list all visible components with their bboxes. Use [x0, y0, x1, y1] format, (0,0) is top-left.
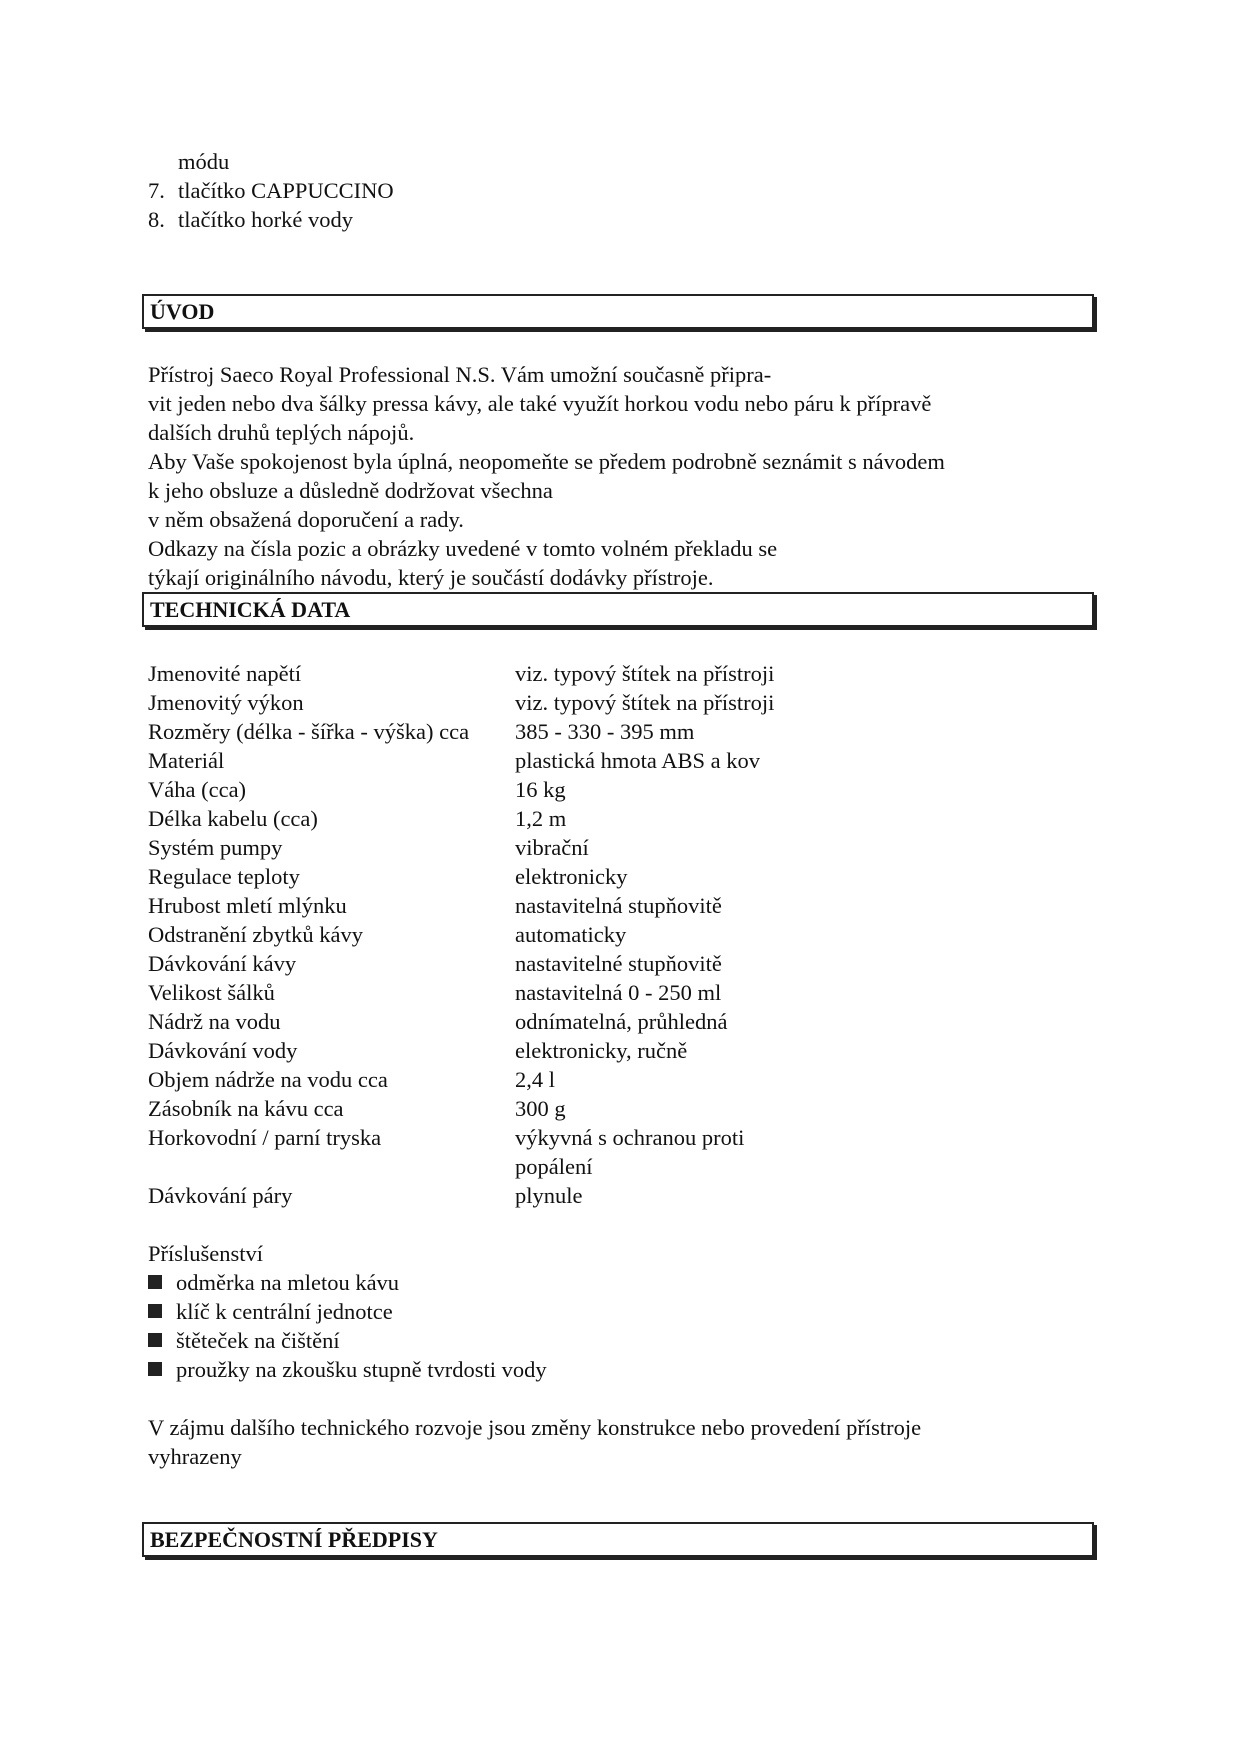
list-item: [148, 176, 394, 205]
spec-label: Jmenovité napětí: [148, 661, 302, 686]
spec-value: nastavitelné stupňovitě: [515, 951, 722, 976]
paragraph-line: vit jeden nebo dva šálky pressa kávy, ale také využít horkou vodu nebo páru k přípravě: [148, 391, 932, 416]
list-item: [148, 205, 353, 234]
paragraph-line: Aby Vaše spokojenost byla úplná, neopomeňte se předem podrobně seznámit s návodem: [148, 449, 945, 474]
paragraph-line: Přístroj Saeco Royal Professional N.S. Vám umožní současně připra-: [148, 362, 772, 387]
spec-value: 16 kg: [515, 777, 566, 802]
spec-value: výkyvná s ochranou proti: [515, 1125, 745, 1150]
spec-value: nastavitelná 0 - 250 ml: [515, 980, 722, 1005]
list-item-text: klíč k centrální jednotce: [176, 1299, 393, 1324]
list-item-text: tlačítko horké vody: [178, 207, 353, 232]
paragraph-line: týkají originálního návodu, který je součástí dodávky přístroje.: [148, 565, 714, 590]
spec-value-continuation: popálení: [515, 1154, 593, 1179]
square-bullet-icon: [148, 1275, 162, 1289]
spec-label: Rozměry (délka - šířka - výška) cca: [148, 719, 470, 744]
paragraph-line: dalších druhů teplých nápojů.: [148, 420, 415, 445]
square-bullet-icon: [148, 1362, 162, 1376]
spec-label: Materiál: [148, 748, 225, 773]
spec-label: Odstranění zbytků kávy: [148, 922, 363, 947]
list-item-number: 8.: [148, 207, 165, 232]
list-item: [148, 1326, 340, 1355]
spec-value: 300 g: [515, 1096, 566, 1121]
paragraph-line: vyhrazeny: [148, 1444, 242, 1469]
section-heading-bezpecnostni-predpisy: BEZPEČNOSTNÍ PŘEDPISY: [142, 1522, 1094, 1557]
spec-value: 385 - 330 - 395 mm: [515, 719, 695, 744]
spec-value: viz. typový štítek na přístroji: [515, 661, 775, 686]
spec-label: Délka kabelu (cca): [148, 806, 318, 831]
spec-label: Dávkování kávy: [148, 951, 297, 976]
spec-value: viz. typový štítek na přístroji: [515, 690, 775, 715]
spec-label: Dávkování páry: [148, 1183, 293, 1208]
paragraph-line: V zájmu dalšího technického rozvoje jsou změny konstrukce nebo provedení přístroje: [148, 1415, 922, 1440]
list-item-text: tlačítko CAPPUCCINO: [178, 178, 394, 203]
spec-label: Hrubost mletí mlýnku: [148, 893, 347, 918]
spec-value: elektronicky, ručně: [515, 1038, 688, 1063]
spec-label: Jmenovitý výkon: [148, 690, 304, 715]
list-item-text: odměrka na mletou kávu: [176, 1270, 400, 1295]
spec-label: Dávkování vody: [148, 1038, 298, 1063]
list-item-text: proužky na zkoušku stupně tvrdosti vody: [176, 1357, 547, 1382]
spec-value: plynule: [515, 1183, 583, 1208]
square-bullet-icon: [148, 1304, 162, 1318]
paragraph-line: Odkazy na čísla pozic a obrázky uvedené v tomto volném překladu se: [148, 536, 778, 561]
section-heading-uvod: ÚVOD: [142, 294, 1094, 329]
spec-label: Zásobník na kávu cca: [148, 1096, 344, 1121]
spec-label: Regulace teploty: [148, 864, 300, 889]
spec-value: plastická hmota ABS a kov: [515, 748, 760, 773]
paragraph-line: k jeho obsluze a důsledně dodržovat všechna: [148, 478, 553, 503]
list-item: [148, 1355, 547, 1384]
spec-value: elektronicky: [515, 864, 628, 889]
spec-label: Horkovodní / parní tryska: [148, 1125, 382, 1150]
spec-value: odnímatelná, průhledná: [515, 1009, 728, 1034]
spec-value: automaticky: [515, 922, 627, 947]
spec-value: vibrační: [515, 835, 589, 860]
square-bullet-icon: [148, 1333, 162, 1347]
section-heading-technicka-data: TECHNICKÁ DATA: [142, 592, 1094, 627]
spec-value: 1,2 m: [515, 806, 567, 831]
spec-label: Systém pumpy: [148, 835, 283, 860]
accessories-title: Příslušenství: [148, 1241, 264, 1266]
list-item-number: 7.: [148, 178, 165, 203]
spec-label: Nádrž na vodu: [148, 1009, 281, 1034]
spec-label: Velikost šálků: [148, 980, 275, 1005]
paragraph-line: v něm obsažená doporučení a rady.: [148, 507, 464, 532]
list-item: [148, 1297, 393, 1326]
spec-label: Váha (cca): [148, 777, 247, 802]
spec-value: 2,4 l: [515, 1067, 556, 1092]
spec-value: nastavitelná stupňovitě: [515, 893, 722, 918]
list-item-text: štěteček na čištění: [176, 1328, 340, 1353]
spec-label: Objem nádrže na vodu cca: [148, 1067, 388, 1092]
list-continuation: módu: [178, 149, 230, 174]
list-item: [148, 1268, 399, 1297]
